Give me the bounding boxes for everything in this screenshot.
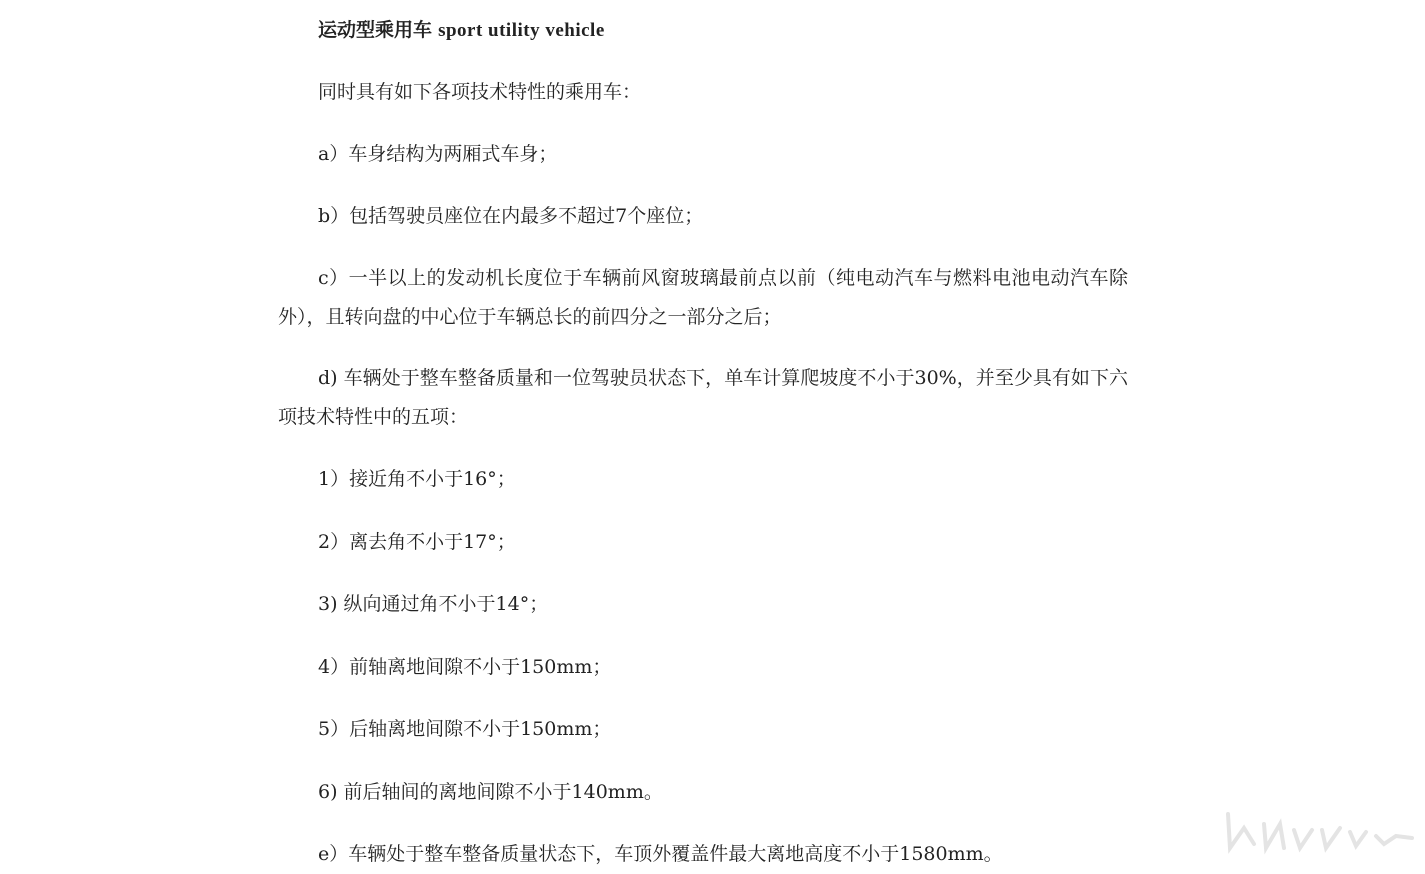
subitem-3: 3) 纵向通过角不小于14°； bbox=[318, 593, 549, 615]
section-heading bbox=[278, 11, 1128, 50]
document-body bbox=[278, 0, 1128, 874]
subitem-1: 1）接近角不小于16°； bbox=[318, 468, 516, 490]
heading-chinese: 运动型乘用车 bbox=[318, 19, 433, 41]
item-e: e）车辆处于整车整备质量状态下，车顶外覆盖件最大离地高度不小于1580mm。 bbox=[318, 843, 1003, 865]
intro-text: 同时具有如下各项技术特性的乘用车： bbox=[318, 81, 642, 103]
subitem-5: 5）后轴离地间隙不小于150mm； bbox=[318, 718, 612, 740]
subitem-2: 2）离去角不小于17°； bbox=[318, 531, 516, 553]
item-d: d) 车辆处于整车整备质量和一位驾驶员状态下，单车计算爬坡度不小于30%，并至少具有如下六项技术特性中的五项： bbox=[278, 367, 1128, 428]
item-a: a）车身结构为两厢式车身； bbox=[318, 143, 558, 165]
signature-watermark-icon bbox=[1200, 808, 1425, 858]
item-b: b）包括驾驶员座位在内最多不超过7个座位； bbox=[318, 205, 704, 227]
subitem-4: 4）前轴离地间隙不小于150mm； bbox=[318, 656, 612, 678]
subitem-6: 6) 前后轴间的离地间隙不小于140mm。 bbox=[318, 781, 663, 803]
item-c: c）一半以上的发动机长度位于车辆前风窗玻璃最前点以前（纯电动汽车与燃料电池电动汽车除外），且转向盘的中心位于车辆总长的前四分之一部分之后； bbox=[278, 267, 1128, 328]
heading-english: sport utility vehicle bbox=[438, 20, 605, 41]
